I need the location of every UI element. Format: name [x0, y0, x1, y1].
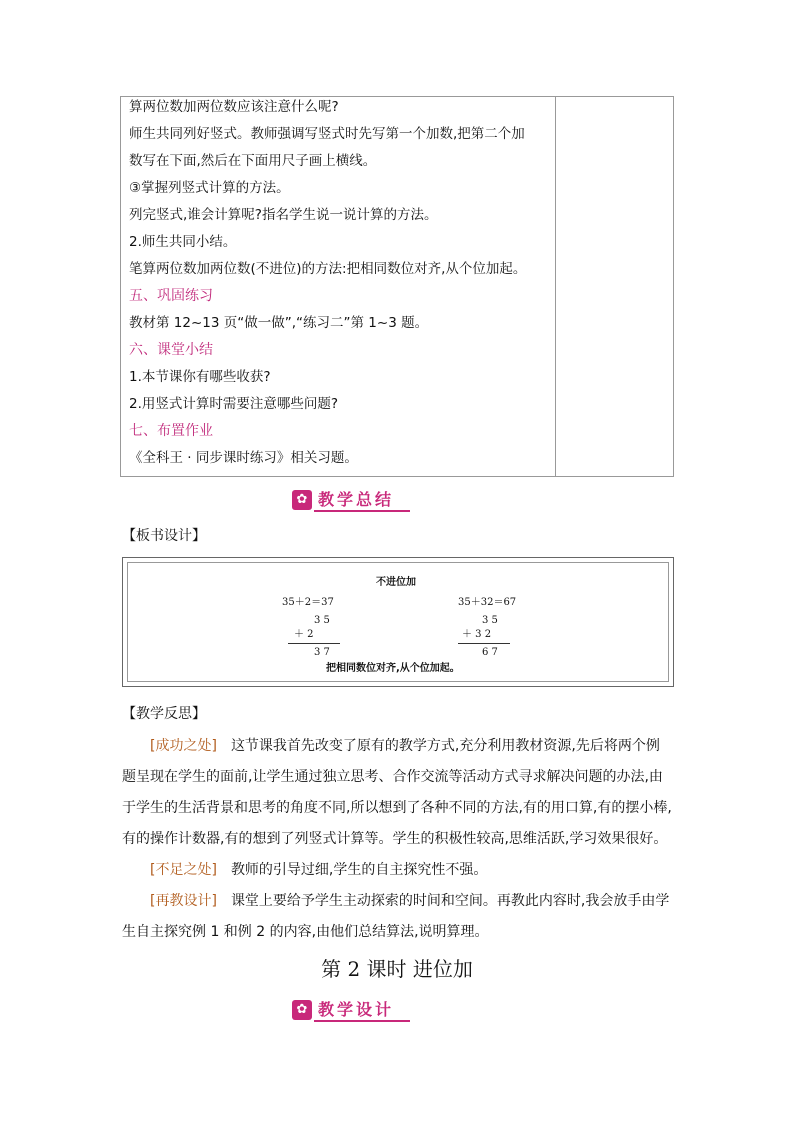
table-line: 《全科王 · 同步课时练习》相关习题。	[129, 450, 358, 466]
vertical-2-line	[458, 643, 510, 644]
flower-logo-icon: ✿	[292, 490, 312, 510]
table-column-divider	[555, 97, 556, 476]
table-line: 算两位数加两位数应该注意什么呢?	[129, 99, 339, 115]
redesign-tag: [再教设计]	[150, 893, 217, 909]
reflection-deficit-line	[122, 860, 682, 880]
flower-logo-icon: ✿	[292, 1000, 312, 1020]
reflection-line: 有的操作计数器,有的想到了列竖式计算等。学生的积极性较高,思维活跃,学习效果很好。	[122, 831, 668, 847]
table-line: 列完竖式,谁会计算呢?指名学生说一说计算的方法。	[129, 207, 438, 223]
board-design-figure	[122, 557, 674, 687]
board-footer: 把相同数位对齐,从个位加起。	[326, 663, 460, 674]
teaching-design-banner	[292, 998, 410, 1022]
vertical-1-top: 3 5	[314, 615, 330, 626]
section-heading: 六、课堂小结	[129, 342, 213, 358]
table-line: 笔算两位数加两位数(不进位)的方法:把相同数位对齐,从个位加起。	[129, 261, 527, 277]
board-inner-frame	[127, 562, 669, 682]
lesson-plan-table	[120, 96, 674, 477]
success-text: 这节课我首先改变了原有的教学方式,充分利用教材资源,先后将两个例	[230, 738, 660, 754]
reflection-line: 题呈现在学生的面前,让学生通过独立思考、合作交流等活动方式寻求解决问题的办法,由	[122, 769, 663, 785]
lesson-title: 第 2 课时 进位加	[321, 957, 473, 981]
reflection-redesign-line	[122, 891, 682, 911]
table-line: 教材第 12~13 页“做一做”,“练习二”第 1~3 题。	[129, 315, 429, 331]
section-heading: 五、巩固练习	[129, 288, 213, 304]
vertical-1-line	[288, 643, 340, 644]
table-line: 师生共同列好竖式。教师强调写竖式时先写第一个加数,把第二个加	[129, 126, 525, 142]
banner-underline	[314, 1020, 410, 1022]
vertical-2-result: 6 7	[482, 647, 498, 658]
reflection-label: 【教学反思】	[122, 706, 206, 722]
deficit-text: 教师的引导过细,学生的自主探究性不强。	[230, 862, 488, 878]
banner-text: 教学总结	[318, 490, 395, 509]
banner-underline	[314, 510, 410, 512]
section-heading: 七、布置作业	[129, 423, 213, 439]
table-line: 2.用竖式计算时需要注意哪些问题?	[129, 396, 339, 412]
reflection-line: 生自主探究例 1 和例 2 的内容,由他们总结算法,说明算理。	[122, 924, 489, 940]
board-design-label: 【板书设计】	[122, 528, 206, 544]
table-line: 2.师生共同小结。	[129, 234, 237, 250]
vertical-2-top: 3 5	[482, 615, 498, 626]
vertical-1-addend: ＋ 2	[294, 629, 314, 640]
banner-text: 教学设计	[318, 1000, 395, 1019]
teaching-summary-banner	[292, 488, 410, 512]
equation-2: 35＋32＝67	[458, 597, 517, 608]
table-line: 1.本节课你有哪些收获?	[129, 369, 271, 385]
table-line: ③掌握列竖式计算的方法。	[129, 180, 290, 196]
equation-1: 35＋2＝37	[282, 597, 334, 608]
table-line: 数写在下面,然后在下面用尺子画上横线。	[129, 153, 377, 169]
board-title: 不进位加	[376, 577, 416, 588]
redesign-text: 课堂上要给予学生主动探索的时间和空间。再教此内容时,我会放手由学	[230, 893, 670, 909]
vertical-1-result: 3 7	[314, 647, 330, 658]
deficit-tag: [不足之处]	[150, 862, 217, 878]
success-tag: [成功之处]	[150, 738, 217, 754]
vertical-2-addend: ＋ 3 2	[462, 629, 492, 640]
reflection-line: 于学生的生活背景和思考的角度不同,所以想到了各种不同的方法,有的用口算,有的摆小棒,	[122, 800, 672, 816]
reflection-success-line	[122, 736, 682, 756]
